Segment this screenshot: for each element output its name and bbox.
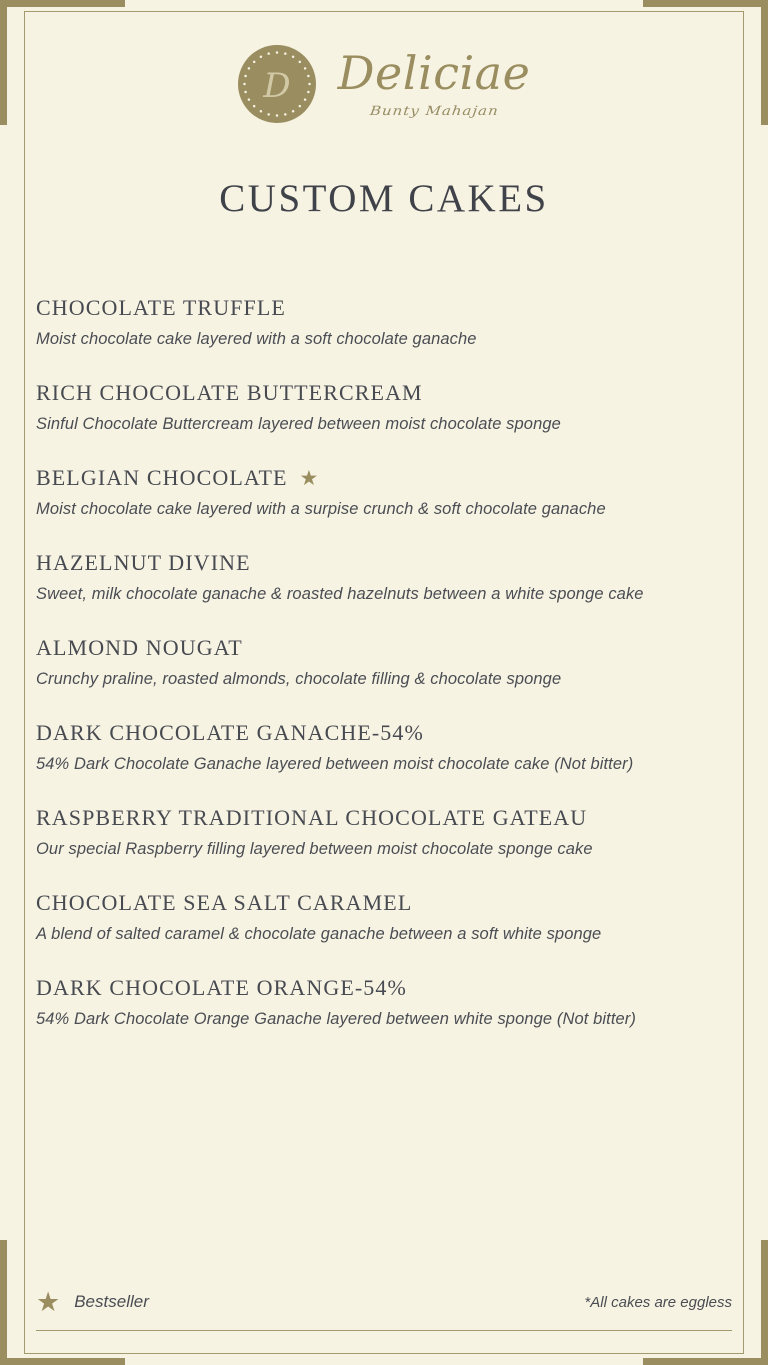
menu-item-name: DARK CHOCOLATE ORANGE-54% [36, 975, 407, 1000]
menu-item-list [36, 295, 732, 1029]
menu-item-name: RASPBERRY TRADITIONAL CHOCOLATE GATEAU [36, 805, 588, 830]
brand-wordmark [337, 46, 531, 120]
brand-signature: Bunty Mahajan [368, 103, 500, 119]
menu-item [36, 635, 732, 689]
bestseller-star-icon: ★ [299, 465, 319, 490]
menu-item-heading [36, 295, 732, 321]
menu-item-description: A blend of salted caramel & chocolate ganache between a soft white sponge [36, 925, 602, 943]
menu-item-description: Moist chocolate cake layered with a soft chocolate ganache [36, 330, 477, 348]
menu-item-description: Moist chocolate cake layered with a surpise crunch & soft chocolate ganache [36, 500, 606, 518]
menu-item-name: RICH CHOCOLATE BUTTERCREAM [36, 380, 423, 405]
menu-item-description: Crunchy praline, roasted almonds, chocolate filling & chocolate sponge [36, 670, 562, 688]
menu-item [36, 550, 732, 604]
eggless-footnote: *All cakes are eggless [584, 1293, 732, 1311]
menu-item [36, 380, 732, 434]
menu-item [36, 465, 732, 519]
menu-item-name: HAZELNUT DIVINE [36, 550, 251, 575]
menu-item-heading [36, 380, 732, 406]
menu-item [36, 975, 732, 1029]
menu-item-description: Sinful Chocolate Buttercream layered between moist chocolate sponge [36, 415, 561, 433]
bestseller-legend-label: Bestseller [74, 1292, 149, 1311]
svg-text:D: D [263, 66, 291, 106]
menu-item-name: CHOCOLATE TRUFFLE [36, 295, 286, 320]
footer-row [36, 1286, 732, 1330]
menu-item-heading [36, 550, 732, 576]
menu-item [36, 805, 732, 859]
deliciae-emblem-logo [238, 45, 316, 123]
page-title: CUSTOM CAKES [219, 177, 549, 220]
menu-item-name: DARK CHOCOLATE GANACHE-54% [36, 720, 424, 745]
bestseller-star-icon: ★ [36, 1286, 61, 1317]
menu-item-description: 54% Dark Chocolate Ganache layered between moist chocolate cake (Not bitter) [36, 755, 634, 773]
menu-item-heading [36, 805, 732, 831]
menu-item-description: 54% Dark Chocolate Orange Ganache layered between white sponge (Not bitter) [36, 1010, 637, 1028]
menu-item-name: ALMOND NOUGAT [36, 635, 243, 660]
brand-name: Deliciae [337, 46, 531, 100]
brand-header [36, 0, 732, 132]
menu-item-name: CHOCOLATE SEA SALT CARAMEL [36, 890, 413, 915]
menu-item-heading [36, 975, 732, 1001]
menu-item-heading [36, 635, 732, 661]
footer-divider [36, 1330, 732, 1332]
menu-item [36, 295, 732, 349]
menu-item-description: Sweet, milk chocolate ganache & roasted hazelnuts between a white sponge cake [36, 585, 644, 603]
menu-item-heading [36, 890, 732, 916]
menu-item-heading [36, 465, 732, 491]
menu-item-description: Our special Raspberry filling layered between moist chocolate sponge cake [36, 840, 593, 858]
menu-item-heading [36, 720, 732, 746]
menu-item [36, 720, 732, 774]
menu-item-name: BELGIAN CHOCOLATE [36, 465, 288, 490]
menu-item [36, 890, 732, 944]
menu-footer [36, 1286, 732, 1332]
bestseller-legend [36, 1286, 149, 1317]
